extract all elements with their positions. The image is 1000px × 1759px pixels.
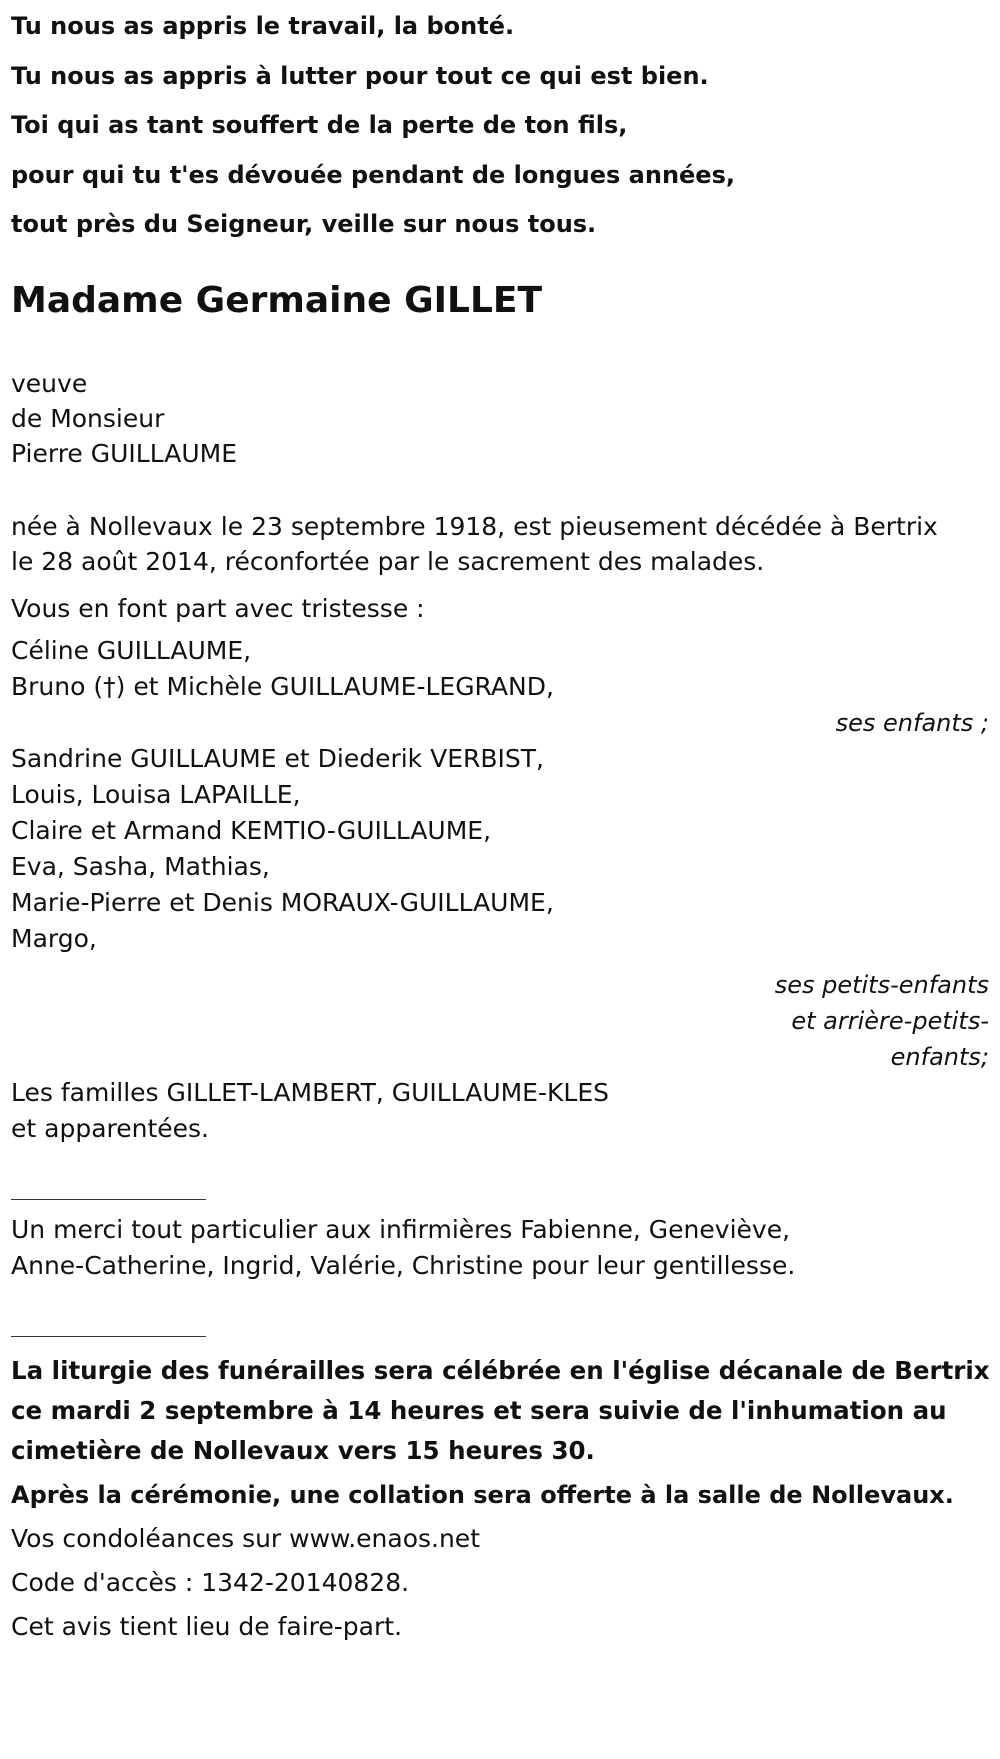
grandchildren-role: enfants; bbox=[890, 1042, 989, 1071]
thanks-line: Un merci tout particulier aux infirmières Fabienne, Geneviève, bbox=[11, 1214, 791, 1244]
families-line: Les familles GILLET-LAMBERT, GUILLAUME-KLES bbox=[11, 1077, 609, 1107]
funeral-line: cimetière de Nollevaux vers 15 heures 30. bbox=[11, 1435, 595, 1465]
separator-line bbox=[11, 1199, 206, 1200]
collation-block bbox=[11, 1475, 989, 1515]
poem bbox=[11, 2, 989, 250]
poem-line: tout près du Seigneur, veille sur nous tous. bbox=[11, 210, 597, 238]
thanks-line: Anne-Catherine, Ingrid, Valérie, Christine pour leur gentillesse. bbox=[11, 1250, 796, 1280]
grandchild-line: Claire et Armand KEMTIO-GUILLAUME, bbox=[11, 815, 492, 845]
separator-line bbox=[11, 1336, 206, 1337]
families-block bbox=[11, 1075, 989, 1147]
collation-text: Après la cérémonie, une collation sera offerte à la salle de Nollevaux. bbox=[11, 1480, 954, 1509]
deceased-name: Madame Germaine GILLET bbox=[11, 279, 543, 321]
poem-line: Tu nous as appris le travail, la bonté. bbox=[11, 12, 515, 40]
poem-line: Tu nous as appris à lutter pour tout ce qui est bien. bbox=[11, 61, 709, 90]
spouse-line: de Monsieur bbox=[11, 403, 165, 433]
funeral-line: La liturgie des funérailles sera célébrée en l'église décanale de Bertrix bbox=[11, 1355, 990, 1385]
notice-text: Cet avis tient lieu de faire-part. bbox=[11, 1611, 403, 1641]
grandchildren-role: ses petits-enfants bbox=[774, 970, 989, 999]
birth-death-line: née à Nollevaux le 23 septembre 1918, est pieusement décédée à Bertrix bbox=[11, 511, 938, 541]
spouse-line: Pierre GUILLAUME bbox=[11, 438, 237, 468]
grandchildren-block bbox=[11, 741, 989, 1075]
funeral-line: ce mardi 2 septembre à 14 heures et sera suivie de l'inhumation au bbox=[11, 1395, 947, 1425]
families-line: et apparentées. bbox=[11, 1113, 209, 1143]
spouse-line: veuve bbox=[11, 368, 88, 398]
grandchild-line: Eva, Sasha, Mathias, bbox=[11, 851, 270, 881]
grandchild-line: Marie-Pierre et Denis MORAUX-GUILLAUME, bbox=[11, 887, 554, 917]
birth-death-line: le 28 août 2014, réconfortée par le sacrement des malades. bbox=[11, 546, 765, 576]
condolences-text: Vos condoléances sur www.enaos.net bbox=[11, 1523, 480, 1553]
announce-text: Vous en font part avec tristesse : bbox=[11, 593, 425, 623]
spouse-block bbox=[11, 366, 989, 471]
thanks-block bbox=[11, 1212, 989, 1284]
children-role: ses enfants ; bbox=[835, 708, 989, 737]
child-line: Bruno (†) et Michèle GUILLAUME-LEGRAND, bbox=[11, 671, 554, 701]
grandchildren-role: et arrière-petits- bbox=[791, 1006, 989, 1035]
poem-line: Toi qui as tant souffert de la perte de ton fils, bbox=[11, 111, 628, 139]
poem-line: pour qui tu t'es dévouée pendant de longues années, bbox=[11, 160, 735, 189]
child-line: Céline GUILLAUME, bbox=[11, 635, 252, 665]
children-block bbox=[11, 633, 989, 741]
grandchild-line: Margo, bbox=[11, 923, 97, 953]
birth-death-block bbox=[11, 509, 989, 579]
access-code-text: Code d'accès : 1342-20140828. bbox=[11, 1567, 410, 1597]
obituary-notice bbox=[11, 0, 989, 1647]
grandchild-line: Sandrine GUILLAUME et Diederik VERBIST, bbox=[11, 743, 544, 773]
funeral-block bbox=[11, 1351, 989, 1471]
grandchild-line: Louis, Louisa LAPAILLE, bbox=[11, 779, 301, 809]
